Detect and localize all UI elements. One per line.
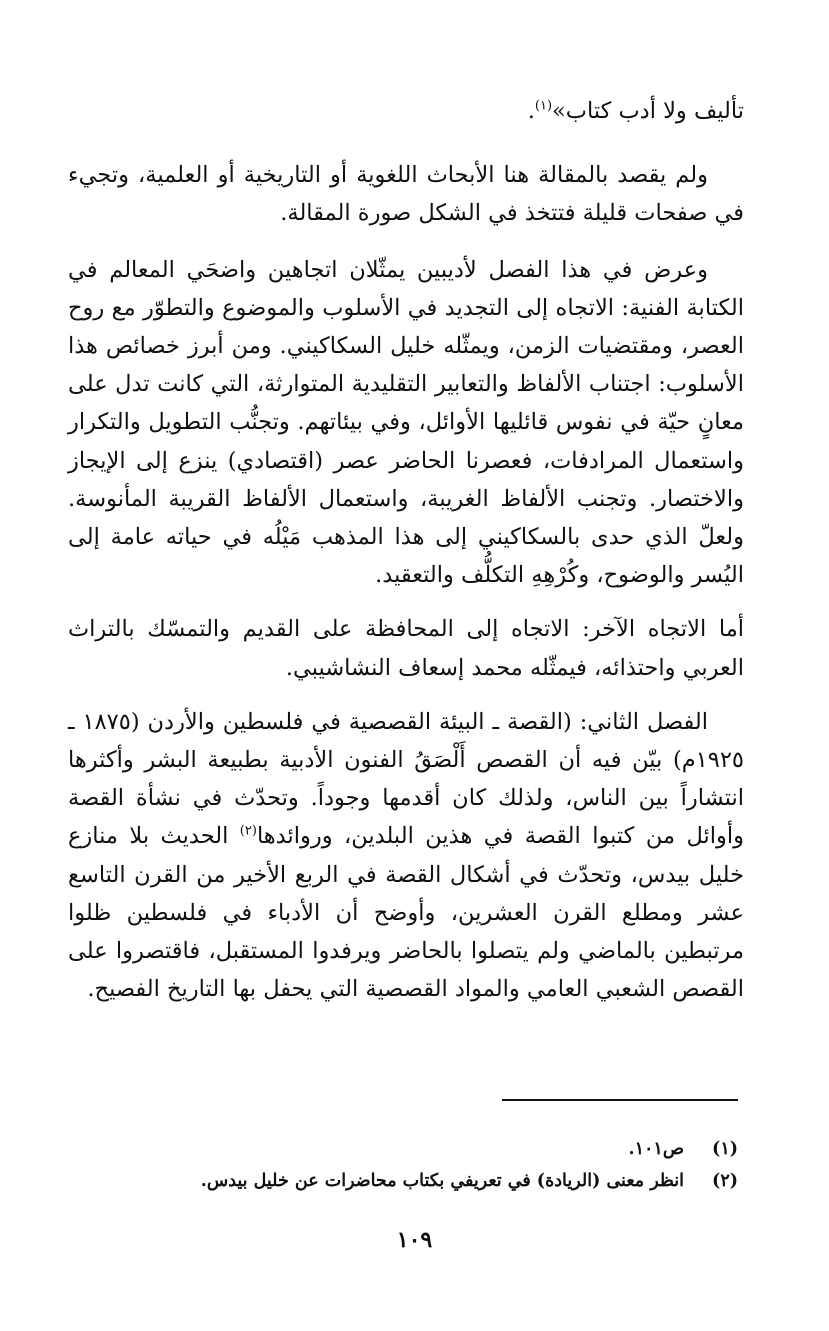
footnotes (68, 1133, 738, 1197)
paragraph-two-writers: وعرض في هذا الفصل لأديبين يمثّلان اتجاهين واضحَي المعالم في الكتابة الفنية: الاتجاه إلى التجديد في الأسلوب والموضوع والتطوّر مع روح العصر، ومقتضيات الزمن، ويمثّله خليل السكاكيني. ومن أبرز خصائص هذا الأسلوب: اجتناب الألفاظ والتعابير التقليدية المتوارثة، التي كانت تدل على معانٍ حيّة في نفوس قائليها الأوائل، وفي بيئاتهم. وتجنُّب التطويل والتكرار واستعمال المرادفات، فعصرنا الحاضر عصر (اقتصادي) ينزع إلى الإيجاز والاختصار. وتجنب الألفاظ الغريبة، واستعمال الألفاظ القريبة المأنوسة. ولعلّ الذي حدى بالسكاكيني إلى هذا المذهب مَيْلُه في حياته عامة إلى اليُسر والوضوح، وكُرْهِهِ التكلُّف والتعقيد. (68, 256, 744, 589)
footnote-number: (١) (712, 1139, 738, 1159)
paragraph-continuation (68, 92, 744, 130)
footnote-item (68, 1165, 738, 1197)
paragraph-tail: . (527, 98, 535, 124)
footnote-text: انظر معنى (الريادة) في تعريفي بكتاب محاضرات عن خليل بيدس. (200, 1171, 684, 1191)
page-number: ١٠٩ (396, 1227, 433, 1253)
footnote-item (68, 1133, 738, 1165)
footnote-reference: (١) (534, 98, 553, 114)
footnote-reference: (٢) (239, 823, 257, 839)
paragraph-chapter-two (68, 703, 744, 1009)
footnote-separator (502, 1099, 738, 1101)
footnote-number: (٢) (712, 1171, 738, 1191)
main-text (68, 86, 744, 1008)
paragraph-text-before: الفصل الثاني: (القصة ـ البيئة القصصية في فلسطين والأردن (١٨٧٥ ـ ١٩٢٥م) بيّن فيه أن القصص أَلْصَقُ الفنون الأدبية بطبيعة البشر وأكثرها انتشاراً بين الناس، ولذلك كان أقدمها وجوداً. وتحدّث في نشأة القصة وأوائل من كتبوا القصة في هذين البلدين، وروائدها (68, 708, 744, 850)
footnote-text: ص١٠١. (628, 1139, 684, 1159)
paragraph-text-after: الحديث بلا منازع خليل بيدس، وتحدّث في أشكال القصة في الربع الأخير من القرن التاسع عشر ومطلع القرن العشرين، وأوضح أن الأدباء في فلسطين ظلوا مرتبطين بالماضي ولم يتصلوا بالحاضر ويرفدوا المستقبل، فاقتصروا على القصص الشعبي العامي والمواد القصصية التي يحفل بها التاريخ الفصيح. (68, 823, 744, 1003)
paragraph-text: تأليف ولا أدب كتاب» (552, 98, 744, 124)
paragraph-essay-definition: ولم يقصد بالمقالة هنا الأبحاث اللغوية أو التاريخية أو العلمية، وتجيء في صفحات قليلة فتتخذ في الشكل صورة المقالة. (68, 162, 744, 227)
paragraph-other-trend: أما الاتجاه الآخر: الاتجاه إلى المحافظة على القديم والتمسّك بالتراث العربي واحتذائه، فيمثّله محمد إسعاف النشاشيبي. (68, 616, 744, 681)
